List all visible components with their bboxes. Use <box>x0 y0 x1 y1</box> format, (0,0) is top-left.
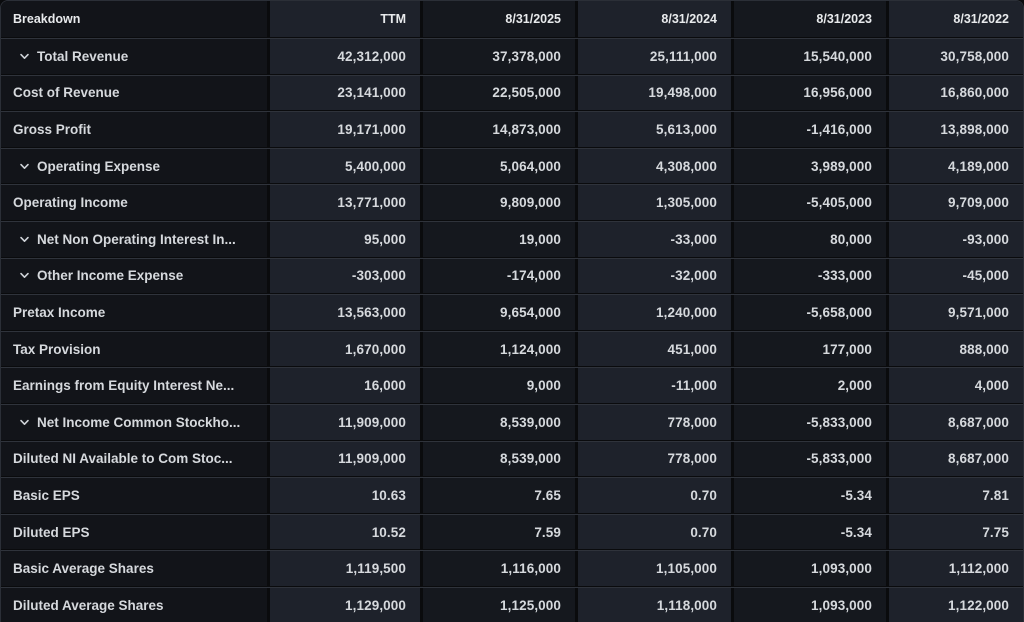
value-cell-2025: 1,125,000 <box>420 588 575 622</box>
table-header-row <box>1 1 1023 37</box>
row-label-cell <box>1 551 267 586</box>
row-label: Diluted Average Shares <box>13 597 164 613</box>
value-cell-2022: 9,571,000 <box>886 295 1023 330</box>
row-label-cell <box>1 76 267 111</box>
value-cell-2022: -45,000 <box>886 259 1023 294</box>
value-cell-ttm: 13,563,000 <box>267 295 420 330</box>
table-row <box>1 331 1023 367</box>
chevron-down-icon[interactable] <box>19 51 30 62</box>
value-cell-ttm: 1,670,000 <box>267 332 420 367</box>
value-cell-2023: 80,000 <box>731 222 886 257</box>
row-label: Basic Average Shares <box>13 561 154 577</box>
row-label-cell <box>1 112 267 147</box>
table-row <box>1 258 1023 294</box>
row-label: Diluted EPS <box>13 524 90 540</box>
row-label-cell <box>1 588 267 622</box>
row-label-cell <box>1 442 267 477</box>
chevron-down-icon[interactable] <box>19 417 30 428</box>
row-label-cell[interactable] <box>1 405 267 440</box>
chevron-down-icon[interactable] <box>19 234 30 245</box>
value-cell-2023: 3,989,000 <box>731 149 886 184</box>
value-cell-2025: 7.65 <box>420 478 575 513</box>
value-cell-2023: -5,405,000 <box>731 185 886 220</box>
row-label: Basic EPS <box>13 487 80 503</box>
value-cell-2022: 30,758,000 <box>886 39 1023 74</box>
value-cell-2022: 7.81 <box>886 478 1023 513</box>
value-cell-ttm: 23,141,000 <box>267 76 420 111</box>
header-8-31-2025: 8/31/2025 <box>420 1 575 37</box>
value-cell-2023: 16,956,000 <box>731 76 886 111</box>
chevron-down-icon[interactable] <box>19 161 30 172</box>
value-cell-2022: 13,898,000 <box>886 112 1023 147</box>
header-breakdown: Breakdown <box>1 1 267 37</box>
table-row <box>1 514 1023 550</box>
row-label: Operating Expense <box>37 158 161 174</box>
row-label-cell[interactable] <box>1 259 267 294</box>
row-label: Diluted NI Available to Com Stoc... <box>13 451 233 467</box>
value-cell-ttm: 10.63 <box>267 478 420 513</box>
row-label: Tax Provision <box>13 341 101 357</box>
value-cell-2022: -93,000 <box>886 222 1023 257</box>
value-cell-2024: 1,118,000 <box>575 588 731 622</box>
value-cell-2024: 1,105,000 <box>575 551 731 586</box>
row-label: Net Income Common Stockho... <box>37 414 241 430</box>
value-cell-2022: 4,000 <box>886 368 1023 403</box>
value-cell-2024: -11,000 <box>575 368 731 403</box>
value-cell-2023: -5,833,000 <box>731 442 886 477</box>
value-cell-2023: 2,000 <box>731 368 886 403</box>
value-cell-2025: 1,124,000 <box>420 332 575 367</box>
header-8-31-2024: 8/31/2024 <box>575 1 731 37</box>
value-cell-2023: -5.34 <box>731 515 886 550</box>
row-label-cell <box>1 332 267 367</box>
value-cell-2022: 9,709,000 <box>886 185 1023 220</box>
value-cell-2023: -5.34 <box>731 478 886 513</box>
row-label-cell <box>1 185 267 220</box>
value-cell-ttm: 1,119,500 <box>267 551 420 586</box>
table-row <box>1 184 1023 220</box>
value-cell-2025: 19,000 <box>420 222 575 257</box>
value-cell-2022: 888,000 <box>886 332 1023 367</box>
table-body <box>1 38 1023 622</box>
table-row <box>1 404 1023 440</box>
value-cell-2024: 451,000 <box>575 332 731 367</box>
table-row <box>1 148 1023 184</box>
value-cell-2025: 5,064,000 <box>420 149 575 184</box>
value-cell-2025: 8,539,000 <box>420 442 575 477</box>
row-label-cell[interactable] <box>1 222 267 257</box>
value-cell-ttm: 10.52 <box>267 515 420 550</box>
value-cell-2025: -174,000 <box>420 259 575 294</box>
value-cell-2023: -333,000 <box>731 259 886 294</box>
row-label: Cost of Revenue <box>13 85 120 101</box>
value-cell-2023: 1,093,000 <box>731 588 886 622</box>
value-cell-ttm: 19,171,000 <box>267 112 420 147</box>
row-label-cell <box>1 368 267 403</box>
value-cell-2024: 0.70 <box>575 478 731 513</box>
row-label-cell <box>1 478 267 513</box>
value-cell-ttm: 11,909,000 <box>267 442 420 477</box>
row-label: Operating Income <box>13 195 128 211</box>
chevron-down-icon[interactable] <box>19 270 30 281</box>
value-cell-2024: -33,000 <box>575 222 731 257</box>
value-cell-2023: 1,093,000 <box>731 551 886 586</box>
value-cell-2025: 14,873,000 <box>420 112 575 147</box>
value-cell-2025: 9,000 <box>420 368 575 403</box>
value-cell-2025: 22,505,000 <box>420 76 575 111</box>
value-cell-2025: 9,654,000 <box>420 295 575 330</box>
table-row <box>1 38 1023 74</box>
row-label: Other Income Expense <box>37 268 184 284</box>
value-cell-2024: 778,000 <box>575 442 731 477</box>
value-cell-2024: 1,305,000 <box>575 185 731 220</box>
row-label: Net Non Operating Interest In... <box>37 231 236 247</box>
value-cell-2025: 9,809,000 <box>420 185 575 220</box>
value-cell-2023: -1,416,000 <box>731 112 886 147</box>
value-cell-ttm: 13,771,000 <box>267 185 420 220</box>
value-cell-2024: 778,000 <box>575 405 731 440</box>
table-row <box>1 441 1023 477</box>
value-cell-ttm: -303,000 <box>267 259 420 294</box>
value-cell-ttm: 16,000 <box>267 368 420 403</box>
value-cell-2022: 7.75 <box>886 515 1023 550</box>
value-cell-2024: 19,498,000 <box>575 76 731 111</box>
value-cell-2022: 1,122,000 <box>886 588 1023 622</box>
table-row <box>1 587 1023 622</box>
value-cell-ttm: 1,129,000 <box>267 588 420 622</box>
table-row <box>1 221 1023 257</box>
row-label-cell[interactable] <box>1 149 267 184</box>
header-8-31-2023: 8/31/2023 <box>731 1 886 37</box>
table-row <box>1 550 1023 586</box>
value-cell-2023: 15,540,000 <box>731 39 886 74</box>
row-label: Total Revenue <box>37 48 129 64</box>
row-label-cell[interactable] <box>1 39 267 74</box>
table-row <box>1 75 1023 111</box>
value-cell-2024: 0.70 <box>575 515 731 550</box>
value-cell-2024: -32,000 <box>575 259 731 294</box>
header-8-31-2022: 8/31/2022 <box>886 1 1023 37</box>
table-row <box>1 294 1023 330</box>
table-row <box>1 367 1023 403</box>
value-cell-2022: 8,687,000 <box>886 405 1023 440</box>
value-cell-2022: 16,860,000 <box>886 76 1023 111</box>
row-label: Earnings from Equity Interest Ne... <box>13 378 235 394</box>
value-cell-2024: 25,111,000 <box>575 39 731 74</box>
value-cell-2022: 4,189,000 <box>886 149 1023 184</box>
table-row <box>1 111 1023 147</box>
value-cell-2025: 7.59 <box>420 515 575 550</box>
value-cell-2025: 8,539,000 <box>420 405 575 440</box>
row-label-cell <box>1 295 267 330</box>
value-cell-2024: 4,308,000 <box>575 149 731 184</box>
value-cell-2023: 177,000 <box>731 332 886 367</box>
row-label: Pretax Income <box>13 304 106 320</box>
value-cell-2023: -5,833,000 <box>731 405 886 440</box>
value-cell-2022: 1,112,000 <box>886 551 1023 586</box>
value-cell-2024: 5,613,000 <box>575 112 731 147</box>
value-cell-2025: 1,116,000 <box>420 551 575 586</box>
value-cell-2024: 1,240,000 <box>575 295 731 330</box>
value-cell-2025: 37,378,000 <box>420 39 575 74</box>
value-cell-ttm: 11,909,000 <box>267 405 420 440</box>
row-label: Gross Profit <box>13 121 92 137</box>
row-label-cell <box>1 515 267 550</box>
value-cell-ttm: 42,312,000 <box>267 39 420 74</box>
header-ttm: TTM <box>267 1 420 37</box>
value-cell-ttm: 5,400,000 <box>267 149 420 184</box>
value-cell-ttm: 95,000 <box>267 222 420 257</box>
value-cell-2022: 8,687,000 <box>886 442 1023 477</box>
table-row <box>1 477 1023 513</box>
value-cell-2023: -5,658,000 <box>731 295 886 330</box>
